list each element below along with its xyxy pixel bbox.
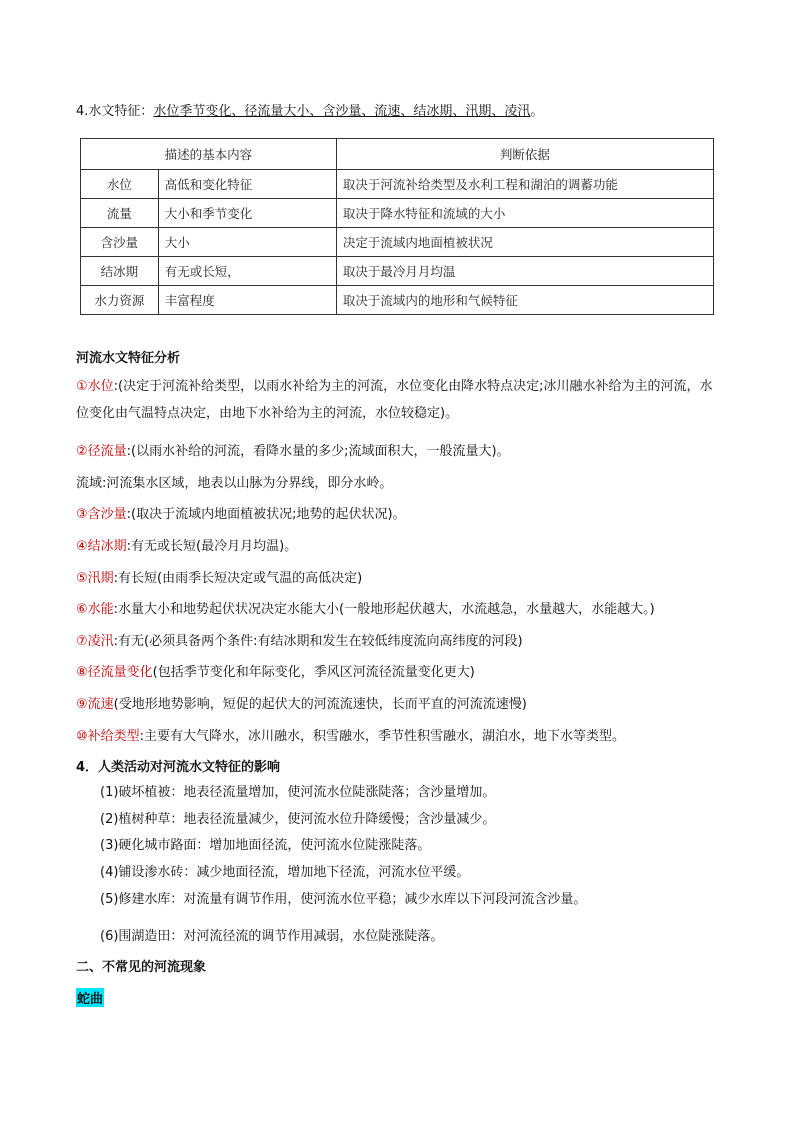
table-cell: 大小和季节变化	[158, 199, 336, 228]
analysis-title: 河流水文特征分析	[76, 351, 181, 366]
item-label: ⑤汛期	[76, 571, 114, 586]
item-label: ⑨流速	[76, 697, 114, 712]
table-cell: 高低和变化特征	[158, 170, 336, 199]
table-cell: 结冰期	[81, 257, 159, 286]
hydrology-intro	[76, 103, 543, 121]
human-activity-item: (2)植树种草：地表径流量减少，使河流水位升降缓慢；含沙量减少。	[100, 812, 496, 827]
analysis-item	[76, 570, 362, 588]
table-header-content: 描述的基本内容	[81, 139, 337, 170]
item-text: :水量大小和地势起伏状况决定水能大小(一般地形起伏越大，水流越急，水量越大，水能越大。)	[113, 602, 655, 617]
table-cell: 有无或长短，	[158, 257, 336, 286]
item-label: ⑩补给类型	[76, 729, 140, 744]
table-header-basis: 判断依据	[336, 139, 713, 170]
analysis-item	[76, 373, 716, 427]
item-text: :主要有大气降水，冰川融水，积雪融水，季节性积雪融水，湖泊水，地下水等类型。	[139, 729, 626, 744]
item-text: :(决定于河流补给类型，以雨水补给为主的河流，水位变化由降水特点决定;冰川融水补给为主的河流，水位变化由气温特点决定，由地下水补给为主的河流，水位较稳定)。	[76, 379, 713, 421]
hydrology-table	[80, 138, 714, 315]
human-activity-item: (6)围湖造田：对河流径流的调节作用减弱，水位陡涨陡落。	[100, 929, 444, 944]
table-row	[81, 199, 714, 228]
analysis-item	[76, 601, 655, 619]
table-row	[81, 257, 714, 286]
table-cell: 取决于最冷月月均温	[336, 257, 713, 286]
table-cell: 水力资源	[81, 286, 159, 315]
intro-prefix: 4.水文特征：	[76, 104, 154, 119]
analysis-item	[76, 475, 392, 493]
item-text: :(取决于流域内地面植被状况;地势的起伏状况)。	[126, 507, 406, 522]
human-activity-item: (5)修建水库：对流量有调节作用，使河流水位平稳；减少水库以下河段河流含沙量。	[100, 892, 587, 907]
section-title: 二、不常见的河流现象	[76, 960, 207, 975]
table-row	[81, 228, 714, 257]
item-label: ⑧径流量变化	[76, 665, 153, 680]
table-cell: 取决于流域内的地形和气候特征	[336, 286, 713, 315]
item-text: :有长短(由雨季长短决定或气温的高低决定)	[113, 571, 363, 586]
item-text: (包括季节变化和年际变化，季风区河流径流量变化更大)	[152, 665, 475, 680]
table-header-row	[81, 139, 714, 170]
table-row	[81, 286, 714, 315]
item-text: :有无(必须具备两个条件:有结冰期和发生在较低纬度流向高纬度的河段)	[113, 634, 523, 649]
table-cell: 水位	[81, 170, 159, 199]
analysis-item	[76, 664, 475, 682]
table-cell: 丰富程度	[158, 286, 336, 315]
table-row	[81, 170, 714, 199]
human-activity-title: 4．人类活动对河流水文特征的影响	[76, 760, 281, 775]
table-cell: 决定于流域内地面植被状况	[336, 228, 713, 257]
human-activity-item: (1)破坏植被：地表径流量增加，使河流水位陡涨陡落；含沙量增加。	[100, 785, 496, 800]
analysis-item	[76, 506, 406, 524]
intro-suffix: 。	[530, 104, 544, 119]
item-label: ③含沙量	[76, 507, 127, 522]
human-activity-item: (3)硬化城市路面：增加地面径流，使河流水位陡涨陡落。	[100, 838, 431, 853]
table-cell: 大小	[158, 228, 336, 257]
analysis-item	[76, 728, 625, 746]
table-cell: 含沙量	[81, 228, 159, 257]
item-label: ④结冰期	[76, 539, 127, 554]
analysis-item	[76, 443, 510, 461]
item-label: ①水位	[76, 379, 114, 394]
item-label: ⑦凌汛	[76, 634, 114, 649]
intro-underlined: 水位季节变化、径流量大小、含沙量、流速、结冰期、汛期、凌汛	[153, 104, 531, 119]
analysis-item	[76, 538, 297, 556]
item-text: :(以雨水补给的河流，看降水量的多少;流域面积大，一般流量大)。	[126, 444, 510, 459]
item-text: 流域:河流集水区域，地表以山脉为分界线，即分水岭。	[76, 476, 393, 491]
highlighted-term: 蛇曲	[76, 988, 104, 1007]
analysis-item	[76, 696, 527, 714]
item-label: ⑥水能	[76, 602, 114, 617]
item-text: (受地形地势影响，短促的起伏大的河流流速快，长而平直的河流流速慢)	[113, 697, 527, 712]
table-cell: 流量	[81, 199, 159, 228]
item-text: :有无或长短(最冷月月均温)。	[126, 539, 298, 554]
human-activity-item: (4)铺设渗水砖：减少地面径流，增加地下径流，河流水位平缓。	[100, 865, 470, 880]
table-cell: 取决于河流补给类型及水利工程和湖泊的调蓄功能	[336, 170, 713, 199]
table-cell: 取决于降水特征和流域的大小	[336, 199, 713, 228]
item-label: ②径流量	[76, 444, 127, 459]
analysis-item	[76, 633, 523, 651]
